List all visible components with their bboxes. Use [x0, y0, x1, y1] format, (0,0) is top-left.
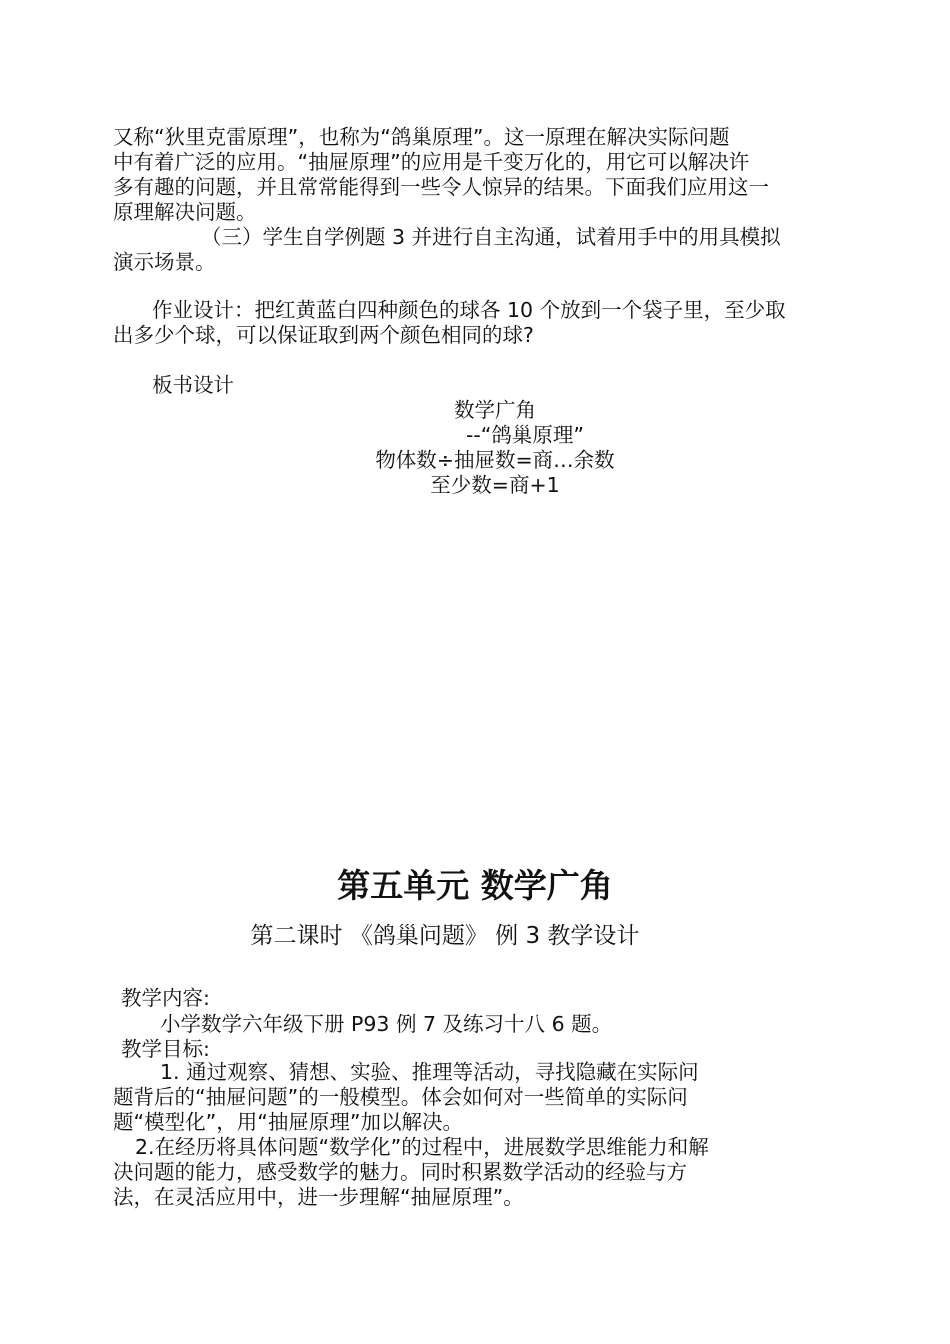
board-line-subtitle: --“鸽巢原理”	[465, 423, 585, 447]
goal-line: 2.在经历将具体问题“数学化”的过程中，进展数学思维能力和解	[135, 1135, 709, 1159]
goal-line: 题“模型化”，用“抽屉原理”加以解决。	[113, 1110, 463, 1134]
homework-line: 作业设计：把红黄蓝白四种颜色的球各 10 个放到一个袋子里，至少取	[152, 298, 786, 322]
board-design-label: 板书设计	[152, 373, 234, 397]
goals-label: 教学目标:	[121, 1037, 210, 1061]
paragraph-line: 又称“狄里克雷原理”，也称为“鸽巢原理”。这一原理在解决实际问题	[113, 125, 730, 149]
paragraph-line: 中有着广泛的应用。“抽屉原理”的应用是千变万化的，用它可以解决许	[113, 150, 750, 174]
board-line-title: 数学广角	[454, 398, 536, 422]
step-three-line: 演示场景。	[113, 250, 216, 274]
paragraph-line: 原理解决问题。	[113, 200, 257, 224]
goal-line: 题背后的“抽屉问题”的一般模型。体会如何对一些简单的实际问	[113, 1085, 688, 1109]
content-text: 小学数学六年级下册 P93 例 7 及练习十八 6 题。	[160, 1012, 613, 1036]
goal-line: 法，在灵活应用中，进一步理解“抽屉原理”。	[113, 1185, 524, 1209]
unit-title: 第五单元 数学广角	[337, 866, 613, 905]
content-label: 教学内容:	[121, 986, 210, 1010]
lesson-subtitle: 第二课时 《鸽巢问题》 例 3 教学设计	[250, 923, 640, 949]
homework-line: 出多少个球，可以保证取到两个颜色相同的球?	[113, 323, 534, 347]
board-line-formula: 物体数÷抽屉数=商…余数	[375, 448, 615, 472]
goal-line: 1. 通过观察、猜想、实验、推理等活动，寻找隐藏在实际问	[160, 1060, 699, 1084]
step-three-line: （三）学生自学例题 3 并进行自主沟通，试着用手中的用具模拟	[201, 225, 781, 249]
paragraph-line: 多有趣的问题，并且常常能得到一些令人惊异的结果。下面我们应用这一	[113, 175, 769, 199]
board-line-formula: 至少数=商+1	[430, 473, 560, 497]
goal-line: 决问题的能力，感受数学的魅力。同时积累数学活动的经验与方	[113, 1160, 687, 1184]
